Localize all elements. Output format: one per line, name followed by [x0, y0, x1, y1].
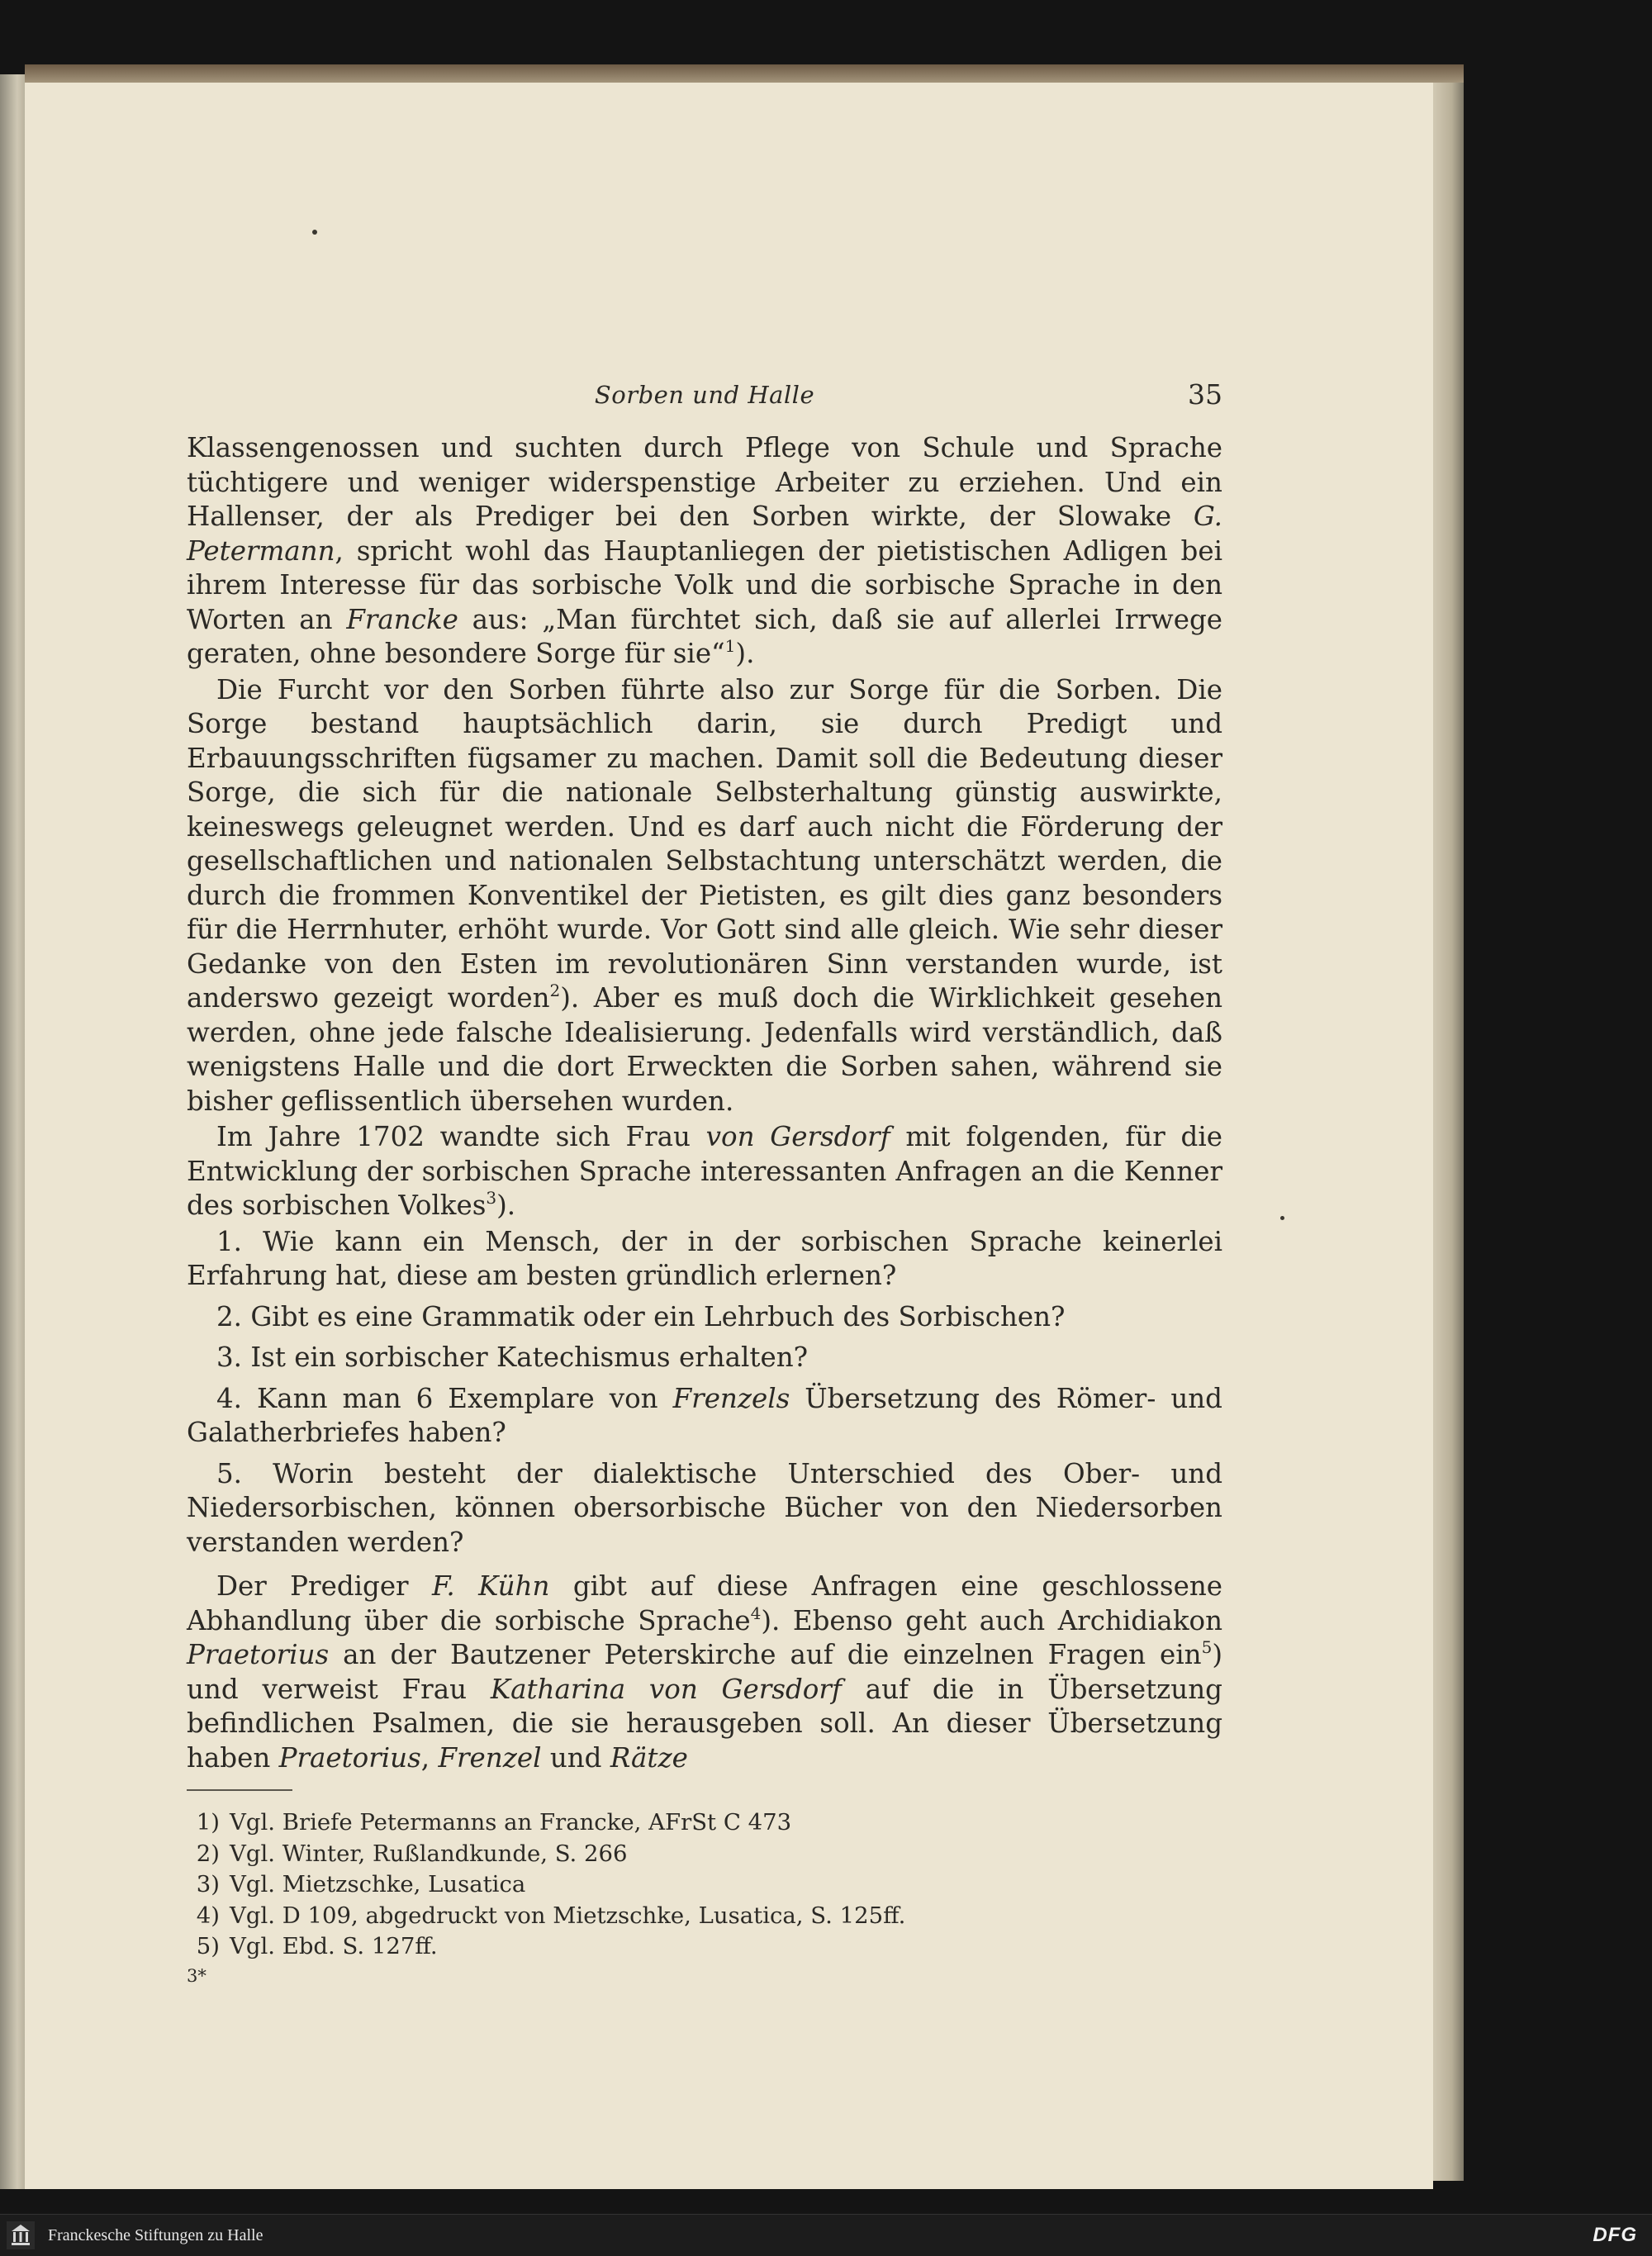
footnote-mark: 4)	[196, 1902, 220, 1929]
footnote-mark: 3)	[196, 1871, 220, 1897]
previous-page-edge	[0, 74, 25, 2189]
footnote	[187, 1869, 1222, 1901]
footnote-text: Vgl. Briefe Petermanns an Francke, AFrSt C 473	[230, 1809, 792, 1836]
text-run: ).	[735, 638, 755, 669]
footnote	[187, 1931, 1222, 1963]
text-run: ).	[496, 1190, 516, 1221]
italic-name: F. Kühn	[431, 1570, 550, 1602]
foundation-logo-icon	[7, 2221, 35, 2249]
text-run: 5. Worin besteht der dialektische Unterschied des Ober- und Niedersorbischen, können obersorbische Bücher von den Niedersorben verstanden werden?	[187, 1457, 1222, 1558]
footnote-reference: 1	[724, 636, 736, 656]
italic-name: Rätze	[610, 1741, 688, 1774]
list-item	[187, 1457, 1222, 1560]
text-run: Klassengenossen und suchten durch Pflege von Schule und Sprache tüchtigere und weniger widerspenstige Arbeiter zu erziehen. Und ein Hallenser, der als Prediger bei den Sorben wirkte, der Slowake	[187, 432, 1222, 532]
signature-mark: 3*	[187, 1966, 206, 1986]
text-run: Im Jahre 1702 wandte sich Frau	[216, 1121, 706, 1152]
viewer-footer	[0, 2214, 1652, 2256]
list-item	[187, 1341, 1222, 1375]
footnote-reference: 4	[750, 1603, 762, 1623]
dfg-logo: DFG	[1593, 2224, 1637, 2246]
text-run: 3. Ist ein sorbischer Katechismus erhalten?	[216, 1342, 809, 1373]
text-run: Übersetzung des Römer- und Galatherbriefes haben?	[187, 1382, 1222, 1448]
institution-label: Franckesche Stiftungen zu Halle	[48, 2226, 263, 2244]
footnote-text: Vgl. Ebd. S. 127ff.	[230, 1933, 438, 1959]
footnote-text: Vgl. D 109, abgedruckt von Mietzschke, Lusatica, S. 125ff.	[230, 1902, 906, 1929]
italic-name: Katharina von Gersdorf	[490, 1673, 842, 1705]
book-page	[25, 83, 1433, 2189]
text-run: 4. Kann man 6 Exemplare von	[216, 1382, 673, 1414]
footnote-text: Vgl. Winter, Rußlandkunde, S. 266	[230, 1840, 628, 1867]
paper-speck	[312, 230, 317, 235]
italic-name: Francke	[346, 603, 458, 635]
paragraph	[187, 673, 1222, 1119]
footnote-reference: 5	[1201, 1637, 1213, 1657]
running-head	[187, 378, 1222, 415]
running-title: Sorben und Halle	[594, 381, 815, 409]
footnote	[187, 1839, 1222, 1870]
text-run: Der Prediger	[216, 1570, 432, 1602]
footnote-reference: 3	[486, 1188, 497, 1208]
text-run: ) und verweist Frau	[187, 1639, 1222, 1705]
text-run: 2. Gibt es eine Grammatik oder ein Lehrbuch des Sorbischen?	[216, 1300, 1066, 1332]
text-run: auf die in Übersetzung befindlichen Psalmen, die sie herausgeben soll. An dieser Übersetzung haben	[187, 1673, 1222, 1774]
text-run: und	[541, 1741, 610, 1774]
footnotes	[187, 1807, 1222, 1963]
text-run: an der Bautzener Peterskirche auf die einzelnen Fragen ein	[329, 1639, 1202, 1670]
book-cover-edge	[25, 64, 1464, 84]
italic-name: Praetorius	[278, 1741, 421, 1774]
list-item	[187, 1382, 1222, 1451]
footnote-mark: 2)	[196, 1840, 220, 1867]
footnote	[187, 1901, 1222, 1932]
paragraph	[187, 431, 1222, 672]
paragraph	[187, 1570, 1222, 1775]
italic-name: Frenzel	[438, 1741, 542, 1774]
text-run: aus: „Man fürchtet sich, daß sie auf allerlei Irrwege geraten, ohne besondere Sorge für sie“	[187, 603, 1223, 669]
footnote-rule	[187, 1789, 292, 1791]
footnote-mark: 5)	[196, 1933, 220, 1959]
footnote-reference: 2	[549, 981, 561, 1000]
text-run: ). Ebenso geht auch Archidiakon	[761, 1604, 1223, 1636]
italic-name: von Gersdorf	[705, 1121, 890, 1152]
text-run: Die Furcht vor den Sorben führte also zur Sorge für die Sorben. Die Sorge bestand hauptsächlich darin, sie durch Predigt und Erbauungsschriften fügsamer zu machen. Damit soll die Bedeutung dieser Sorge, die sich für die nationale Selbsterhaltung günstig auswirkte, keineswegs geleugnet werden. Und es darf auch nicht die Förderung der gesellschaftlichen und nationalen Selbstachtung unterschätzt werden, die durch die frommen Konventikel der Pietisten, es gilt dies ganz besonders für die Herrnhuter, erhöht wurde. Vor Gott sind alle gleich. Wie sehr dieser Gedanke von den Esten im revolutionären Sinn verstanden wurde, ist anderswo gezeigt worden	[187, 673, 1222, 1014]
footnote	[187, 1807, 1222, 1839]
paragraph	[187, 1120, 1222, 1223]
text-run: mit folgenden, für die Entwicklung der sorbischen Sprache interessanten Anfragen an die Kenner des sorbischen Volkes	[187, 1121, 1222, 1221]
text-run: 1. Wie kann ein Mensch, der in der sorbischen Sprache keinerlei Erfahrung hat, diese am besten gründlich erlernen?	[187, 1225, 1222, 1291]
italic-name: Praetorius	[187, 1639, 330, 1670]
body-text	[187, 431, 1222, 1777]
text-run: ). Aber es muß doch die Wirklichkeit gesehen werden, ohne jede falsche Idealisierung. Jedenfalls wird verständlich, daß wenigstens Halle und die dort Erweckten die Sorben sahen, während sie bisher geflissentlich übersehen wurden.	[187, 982, 1222, 1117]
italic-name: Frenzels	[672, 1382, 790, 1414]
footnote-text: Vgl. Mietzschke, Lusatica	[230, 1871, 526, 1897]
italic-name: G. Petermann	[187, 501, 1222, 567]
text-run: ,	[420, 1741, 439, 1774]
text-run: gibt auf diese Anfragen eine geschlossene Abhandlung über die sorbische Sprache	[187, 1570, 1222, 1636]
page-number: 35	[1188, 378, 1222, 411]
footnote-mark: 1)	[196, 1809, 220, 1836]
paper-speck	[1280, 1216, 1284, 1220]
list-item	[187, 1225, 1222, 1294]
list-item	[187, 1300, 1222, 1335]
text-run: , spricht wohl das Hauptanliegen der pietistischen Adligen bei ihrem Interesse für das sorbische Volk und die sorbische Sprache in den Worten an	[187, 534, 1222, 635]
